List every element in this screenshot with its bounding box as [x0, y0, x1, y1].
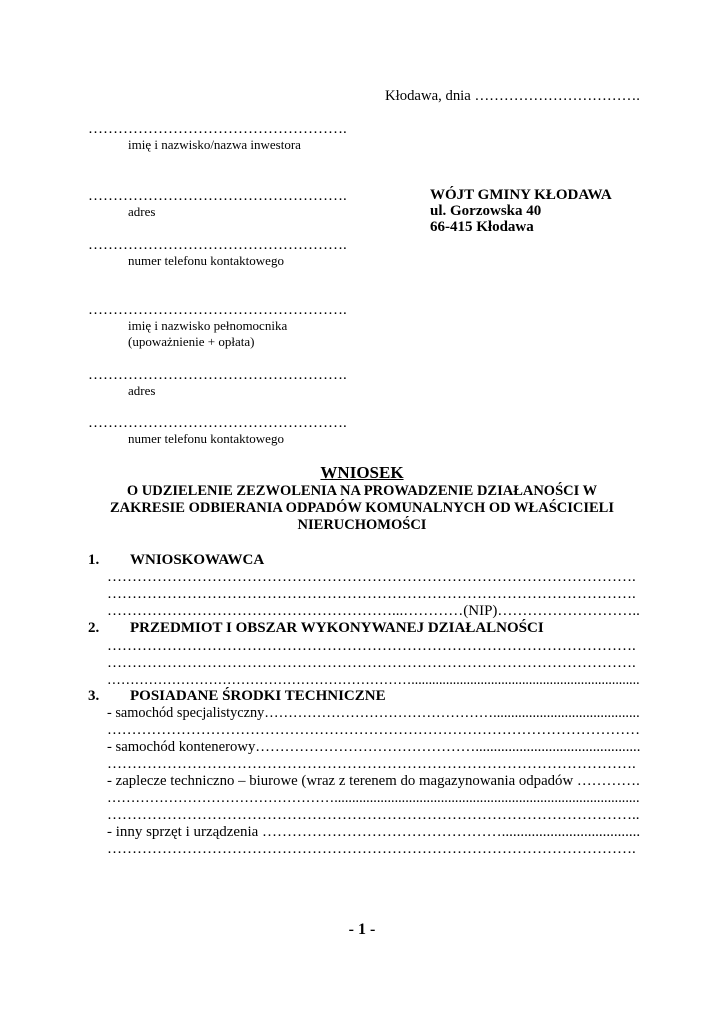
proxy-name-field[interactable]: ……………………………………………. — [88, 302, 347, 318]
place-date: Kłodawa, dnia ……………………………. — [385, 88, 640, 104]
section-3-specialist-vehicle[interactable]: - samochód specjalistyczny…………………………………………......................................... — [107, 705, 640, 721]
document-title: WNIOSEK — [320, 463, 404, 482]
section-1-line[interactable]: ……………………………………………………………………………………………. — [107, 586, 636, 602]
section-2-line[interactable]: ………………………………………………………….................................................................. — [107, 672, 640, 688]
section-3-line[interactable]: …………………………………………………………………………………………….. — [107, 807, 640, 823]
section-3-number: 3. — [88, 688, 100, 704]
section-2-heading: PRZEDMIOT I OBSZAR WYKONYWANEJ DZIAŁALNOŚCI — [130, 620, 544, 636]
document-subtitle-line2: ZAKRESIE ODBIERANIA ODPADÓW KOMUNALNYCH OD WŁAŚCICIELI — [110, 500, 614, 516]
section-3-line[interactable]: …………………………………………...................................................................................... — [107, 790, 640, 806]
applicant-phone-field[interactable]: ……………………………………………. — [88, 237, 347, 253]
proxy-address-field[interactable]: ……………………………………………. — [88, 367, 347, 383]
document-subtitle-line1: O UDZIELENIE ZEZWOLENIA NA PROWADZENIE DZIAŁANOŚCI W — [126, 483, 598, 499]
section-2-line[interactable]: ……………………………………………………………………………………………. — [107, 655, 636, 671]
section-3-line[interactable]: ……………………………………………………………………………………………. — [107, 756, 636, 772]
section-3-other-equipment[interactable]: - inny sprzęt i urządzenia …………………………………………..................................... — [107, 824, 641, 840]
section-1-number: 1. — [88, 552, 100, 568]
applicant-name-field[interactable]: ……………………………………………. — [88, 121, 347, 137]
section-1-heading: WNIOSKOWAWCA — [130, 552, 265, 568]
applicant-address-label: adres — [128, 204, 156, 219]
section-2-line[interactable]: ……………………………………………………………………………………………. — [107, 638, 636, 654]
proxy-phone-label: numer telefonu kontaktowego — [128, 431, 284, 446]
section-1-nip-line[interactable]: …………………………………………………...…………(NIP)……………………….. — [107, 603, 640, 619]
section-3-line[interactable]: ……………………………………………………………………………………………. — [107, 841, 636, 857]
recipient-line1: WÓJT GMINY KŁODAWA — [430, 187, 612, 203]
applicant-address-field[interactable]: ……………………………………………. — [88, 188, 347, 204]
proxy-name-label: imię i nazwisko pełnomocnika — [128, 318, 288, 333]
proxy-phone-field[interactable]: ……………………………………………. — [88, 415, 347, 431]
recipient-line2: ul. Gorzowska 40 — [430, 203, 542, 219]
section-3-line[interactable]: ……………………………………………………………………………………………… — [107, 722, 640, 738]
section-3-office-base[interactable]: - zaplecze techniczno – biurowe (wraz z terenem do magazynowania odpadów …………. — [107, 773, 640, 789]
proxy-name-note: (upoważnienie + opłata) — [128, 334, 255, 349]
section-3-heading: POSIADANE ŚRODKI TECHNICZNE — [130, 688, 386, 704]
applicant-name-label: imię i nazwisko/nazwa inwestora — [128, 137, 301, 152]
section-1-line[interactable]: ……………………………………………………………………………………………. — [107, 569, 636, 585]
page-number: - 1 - — [348, 921, 376, 938]
proxy-address-label: adres — [128, 383, 156, 398]
section-3-container-vehicle[interactable]: - samochód kontenerowy………………………………………............................................. — [107, 739, 641, 755]
recipient-line3: 66-415 Kłodawa — [430, 219, 534, 235]
document-subtitle-line3: NIERUCHOMOŚCI — [297, 517, 427, 533]
applicant-phone-label: numer telefonu kontaktowego — [128, 253, 284, 268]
section-2-number: 2. — [88, 620, 100, 636]
